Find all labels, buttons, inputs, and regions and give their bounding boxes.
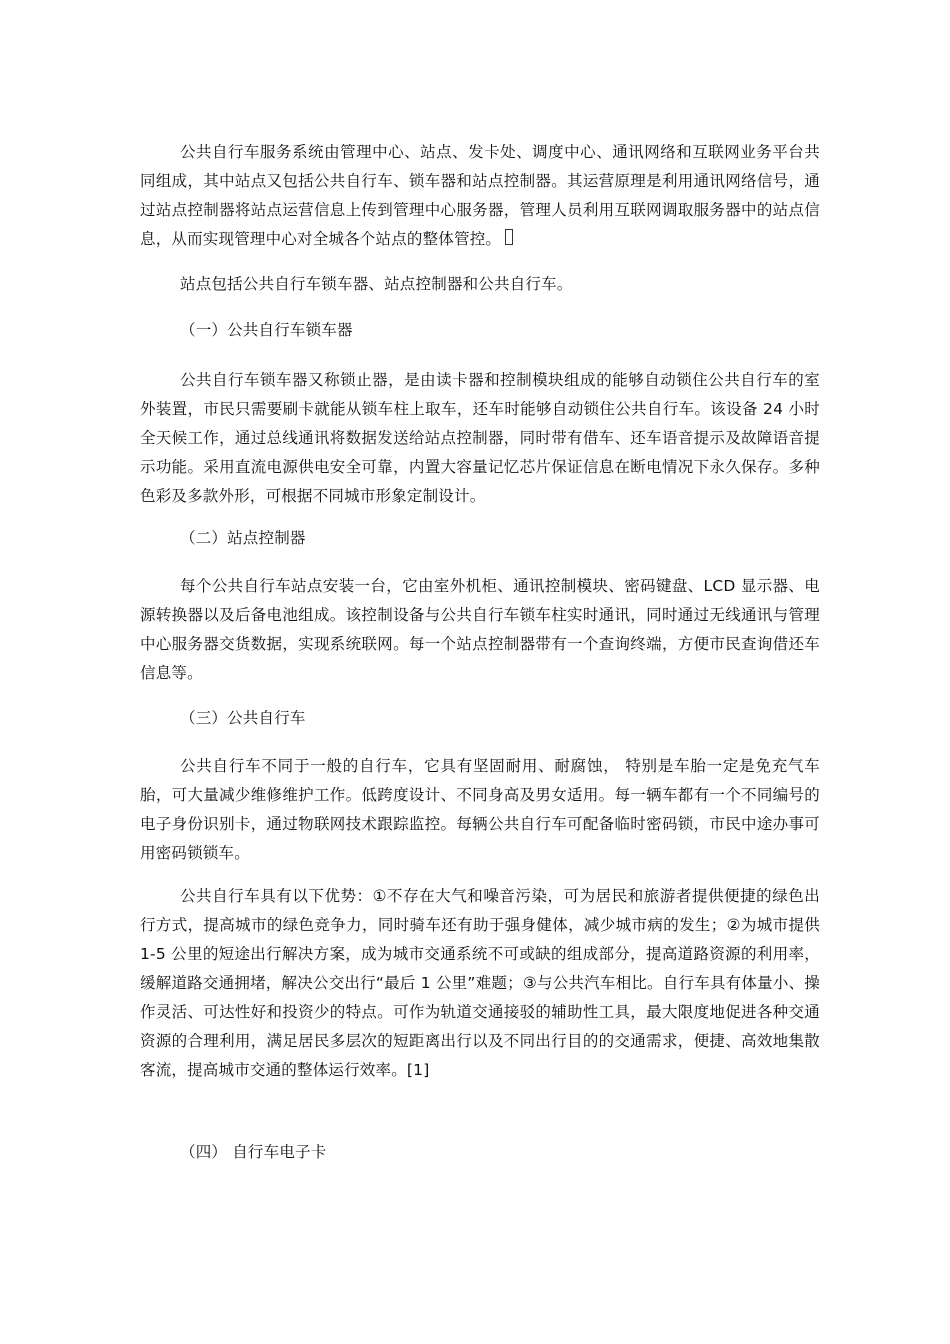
paragraph-system-overview-text: 公共自行车服务系统由管理中心、站点、发卡处、调度中心、通讯网络和互联网业务平台共同组成，其中站点又包括公共自行车、锁车器和站点控制器。其运营原理是利用通讯网络信号，通过站点控制器将站点运营信息上传到管理中心服务器，管理人员利用互联网调取服务器中的站点信息，从而实现管理中心对全城各个站点的整体管控。 (140, 143, 820, 248)
paragraph-public-bicycle: 公共自行车不同于一般的自行车，它具有坚固耐用、耐腐蚀， 特别是车胎一定是免充气车胎，可大量减少维修维护工作。低跨度设计、不同身高及男女适用。每一辆车都有一个不同编号的电子身份识别卡，通过物联网技术跟踪监控。每辆公共自行车可配备临时密码锁，市民中途办事可用密码锁锁车。 (140, 757, 820, 862)
heading-bike-lock: （一）公共自行车锁车器 (180, 321, 353, 339)
heading-station-controller: （二）站点控制器 (180, 529, 306, 547)
paragraph-bike-lock: 公共自行车锁车器又称锁止器，是由读卡器和控制模块组成的能够自动锁住公共自行车的室外装置，市民只需要刷卡就能从锁车柱上取车，还车时能够自动锁住公共自行车。该设备 24 小时全天候工作，通过总线通讯将数据发送给站点控制器，同时带有借车、还车语音提示及故障语音提示功能。采用直流电源供电安全可靠，内置大容量记忆芯片保证信息在断电情况下永久保存。多种色彩及多款外形，可根据不同城市形象定制设计。 (140, 371, 820, 505)
paragraph-advantages: 公共自行车具有以下优势：①不存在大气和噪音污染，可为居民和旅游者提供便捷的绿色出行方式，提高城市的绿色竞争力，同时骑车还有助于强身健体，减少城市病的发生；②为城市提供 1-5 公里的短途出行解决方案，成为城市交通系统不可或缺的组成部分，提高道路资源的利用率，缓解道路交通拥堵，解决公交出行“最后 1 公里”难题；③与公共汽车相比。自行车具有体量小、操作灵活、可达性好和投资少的特点。可作为轨道交通接驳的辅助性工具，最大限度地促进各种交通资源的合理利用，满足居民多层次的短距离出行以及不同出行目的的交通需求，便捷、高效地集散客流，提高城市交通的整体运行效率。[1] (140, 887, 820, 1079)
paragraph-system-overview (140, 138, 820, 254)
heading-public-bicycle: （三）公共自行车 (180, 709, 306, 727)
paragraph-station-components: 站点包括公共自行车锁车器、站点控制器和公共自行车。 (180, 275, 573, 293)
heading-bike-card: （四） 自行车电子卡 (180, 1143, 327, 1161)
paragraph-station-controller: 每个公共自行车站点安装一台，它由室外机柜、通讯控制模块、密码键盘、LCD 显示器、电源转换器以及后备电池组成。该控制设备与公共自行车锁车柱实时通讯，同时通过无线通讯与管理中心服务器交货数据，实现系统联网。每一个站点控制器带有一个查询终端，方便市民查询借还车信息等。 (140, 577, 820, 682)
footnote-marker-icon (505, 229, 513, 245)
